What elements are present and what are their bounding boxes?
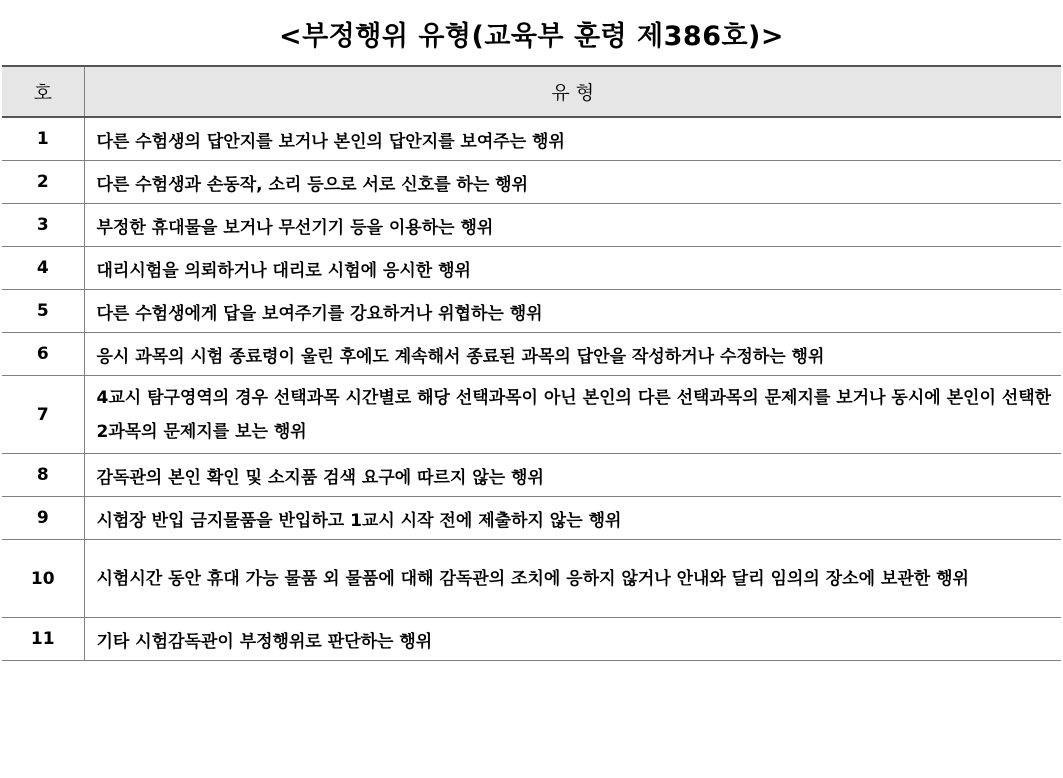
row-description: 다른 수험생에게 답을 보여주기를 강요하거나 위협하는 행위 <box>84 290 1061 333</box>
page-title: <부정행위 유형(교육부 훈령 제386호)> <box>278 21 785 52</box>
row-description: 감독관의 본인 확인 및 소지품 검색 요구에 따르지 않는 행위 <box>84 454 1061 497</box>
table-row <box>2 376 1061 454</box>
row-number: 3 <box>2 204 84 247</box>
row-description: 4교시 탐구영역의 경우 선택과목 시간별로 해당 선택과목이 아닌 본인의 다른 선택과목의 문제지를 보거나 동시에 본인이 선택한 2과목의 문제지를 보는 행위 <box>84 376 1061 454</box>
row-number: 9 <box>2 497 84 540</box>
row-description: 대리시험을 의뢰하거나 대리로 시험에 응시한 행위 <box>84 247 1061 290</box>
row-description: 시험장 반입 금지물품을 반입하고 1교시 시작 전에 제출하지 않는 행위 <box>84 497 1061 540</box>
cheating-types-table <box>2 65 1061 661</box>
row-description: 다른 수험생과 손동작, 소리 등으로 서로 신호를 하는 행위 <box>84 161 1061 204</box>
table-row <box>2 204 1061 247</box>
row-description: 응시 과목의 시험 종료령이 울린 후에도 계속해서 종료된 과목의 답안을 작성하거나 수정하는 행위 <box>84 333 1061 376</box>
table-row <box>2 540 1061 618</box>
table-row <box>2 290 1061 333</box>
row-number: 1 <box>2 117 84 161</box>
table-row <box>2 618 1061 661</box>
row-description: 다른 수험생의 답안지를 보거나 본인의 답안지를 보여주는 행위 <box>84 117 1061 161</box>
table-row <box>2 454 1061 497</box>
table-row <box>2 247 1061 290</box>
row-number: 2 <box>2 161 84 204</box>
row-number: 4 <box>2 247 84 290</box>
row-number: 7 <box>2 376 84 454</box>
row-number: 5 <box>2 290 84 333</box>
table-row <box>2 497 1061 540</box>
row-number: 6 <box>2 333 84 376</box>
row-number: 10 <box>2 540 84 618</box>
header-type: 유 형 <box>84 66 1061 117</box>
row-description: 부정한 휴대물을 보거나 무선기기 등을 이용하는 행위 <box>84 204 1061 247</box>
row-description: 시험시간 동안 휴대 가능 물품 외 물품에 대해 감독관의 조치에 응하지 않거나 안내와 달리 임의의 장소에 보관한 행위 <box>84 540 1061 618</box>
header-number: 호 <box>2 66 84 117</box>
table-row <box>2 117 1061 161</box>
table-row <box>2 333 1061 376</box>
row-number: 8 <box>2 454 84 497</box>
table-row <box>2 161 1061 204</box>
table-header-row <box>2 66 1061 117</box>
row-number: 11 <box>2 618 84 661</box>
row-description: 기타 시험감독관이 부정행위로 판단하는 행위 <box>84 618 1061 661</box>
